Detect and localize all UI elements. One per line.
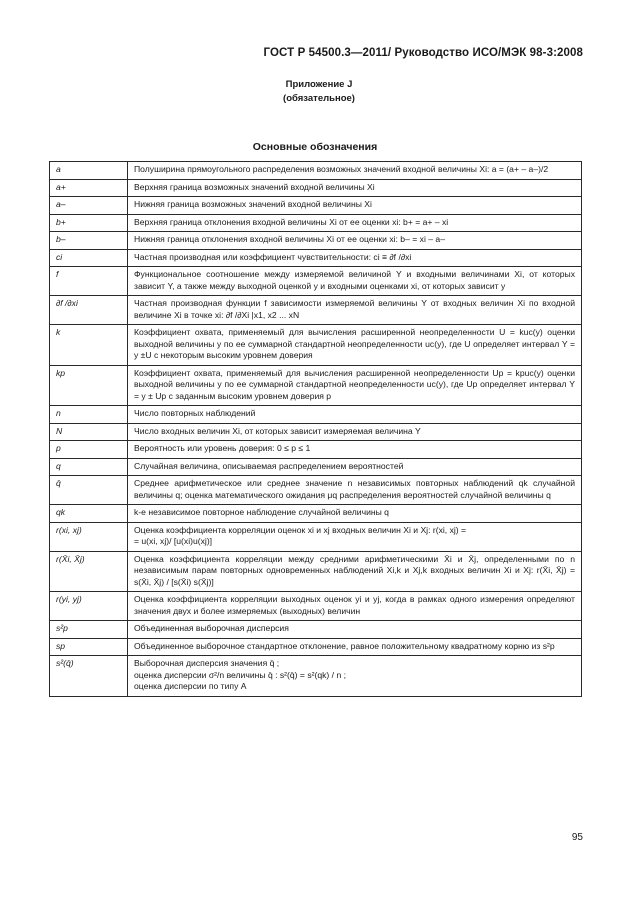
description-cell — [128, 505, 582, 523]
symbol-cell: qk — [50, 505, 128, 523]
table-row — [50, 179, 582, 197]
description-line: Число входных величин Xi, от которых зависит измеряемая величина Y — [134, 425, 421, 436]
description-line: Оценка коэффициента корреляции выходных оценок yi и yj, когда в рамках одного измерения определяют значения двух и более измеряемых (выходных) величин — [134, 594, 575, 616]
description-line: Частная производная или коэффициент чувствительности: ci ≡ ∂f /∂xi — [134, 251, 412, 262]
appendix-status: (обязательное) — [283, 93, 355, 104]
description-line: Нижняя граница возможных значений входной величины Xi — [134, 199, 372, 209]
description-line: Функциональное соотношение между измеряемой величиной Y и входными величинами Xi, от которых зависит Y, а также между выходной оценкой y и входными оценками xi, от которых зависит y — [134, 269, 575, 291]
description-line: Коэффициент охвата, применяемый для вычисления расширенной неопределенности Up = kpuc(y) оценки выходной величины y по ее суммарной стандартной неопределенности uc(y), где Up определяет интервал Y = y ± Up с заданным высоким уровнем доверия p — [134, 367, 575, 401]
table-row — [50, 325, 582, 366]
table-row — [50, 592, 582, 621]
description-cell — [128, 458, 582, 476]
symbol-cell: r(yi, yj) — [50, 592, 128, 621]
description-line: Среднее арифметическое или среднее значение n независимых повторных наблюдений qk случайной величины q; оценка математического ожидания μq распределения вероятностей случайной величины q — [134, 478, 575, 500]
table-row — [50, 522, 582, 551]
appendix-label: Приложение J — [285, 79, 353, 90]
symbol-cell: ci — [50, 249, 128, 267]
symbol-cell: k — [50, 325, 128, 366]
table-row — [50, 458, 582, 476]
appendix-heading — [0, 78, 630, 106]
description-cell — [128, 522, 582, 551]
symbol-cell: q̄ — [50, 476, 128, 505]
description-cell — [128, 179, 582, 197]
description-line: k-е независимое повторное наблюдение случайной величины q — [134, 507, 389, 517]
table-row — [50, 551, 582, 592]
description-cell — [128, 365, 582, 406]
description-cell — [128, 476, 582, 505]
symbol-cell: r(X̄i, X̄j) — [50, 551, 128, 592]
table-row — [50, 267, 582, 296]
table-row — [50, 423, 582, 441]
page-number: 95 — [571, 832, 583, 843]
description-cell — [128, 638, 582, 656]
description-line: Оценка коэффициента корреляции между средними арифметическими X̄i и X̄j, определенными по n независимым парам повторных одновременных наблюдений Xi,k и Xj,k входных величин Xi и Xj: r(X̄i, X̄j) = s(X̄i, X̄j) / [s(X̄i) s(X̄j)] — [134, 553, 575, 587]
symbol-cell: b+ — [50, 214, 128, 232]
symbol-cell: s²p — [50, 621, 128, 639]
table-row — [50, 656, 582, 697]
description-line: Верхняя граница отклонения входной величины Xi от ее оценки xi: b+ = a+ – xi — [134, 216, 449, 227]
description-line: Верхняя граница возможных значений входной величины Xi — [134, 181, 375, 192]
symbol-cell: r(xi, xj) — [50, 522, 128, 551]
table-row — [50, 476, 582, 505]
description-cell — [128, 656, 582, 697]
description-cell — [128, 267, 582, 296]
description-line: Полуширина прямоугольного распределения возможных значений входной величины Xi: a = (a+ – a–)/2 — [134, 164, 549, 174]
description-line: Оценка коэффициента корреляции оценок xi и xj входных величин Xi и Xj: r(xi, xj) = — [134, 524, 467, 535]
description-line: Частная производная функции f зависимости измеряемой величины Y от входных величин Xi по входной величине Xi в точке xi: ∂f /∂Xi |x1, x2 ... xN — [134, 298, 575, 320]
description-line: Вероятность или уровень доверия: 0 ≤ p ≤ 1 — [134, 443, 311, 453]
description-cell — [128, 232, 582, 250]
table-row — [50, 365, 582, 406]
description-line: Коэффициент охвата, применяемый для вычисления расширенной неопределенности U = kuc(y) оценки выходной величины y по ее суммарной стандартной неопределенности uc(y), где U определяет интервал Y = y ±U с некоторым высоким уровнем доверия — [134, 327, 575, 360]
symbol-cell: N — [50, 423, 128, 441]
symbol-cell: a– — [50, 197, 128, 215]
document-header: ГОСТ Р 54500.3—2011/ Руководство ИСО/МЭК 98-3:2008 — [263, 47, 583, 59]
symbol-cell: a — [50, 162, 128, 180]
description-cell — [128, 214, 582, 232]
table-row — [50, 214, 582, 232]
description-line: Число повторных наблюдений — [134, 408, 256, 418]
description-line: Нижняя граница отклонения входной величины Xi от ее оценки xi: b– = xi – a– — [134, 234, 445, 244]
table-row — [50, 406, 582, 424]
table-row — [50, 441, 582, 459]
table-row — [50, 638, 582, 656]
symbol-cell: s²(q̄) — [50, 656, 128, 697]
table-row — [50, 162, 582, 180]
description-cell — [128, 162, 582, 180]
table-row — [50, 505, 582, 523]
description-cell — [128, 423, 582, 441]
symbol-cell: kp — [50, 365, 128, 406]
symbol-cell: a+ — [50, 179, 128, 197]
table-row — [50, 232, 582, 250]
description-cell — [128, 592, 582, 621]
description-cell — [128, 621, 582, 639]
description-cell — [128, 551, 582, 592]
symbol-cell: b– — [50, 232, 128, 250]
description-line: Выборочная дисперсия значения q̄ ; — [134, 658, 280, 668]
symbol-cell: q — [50, 458, 128, 476]
table-row — [50, 249, 582, 267]
description-cell — [128, 197, 582, 215]
symbol-cell: p — [50, 441, 128, 459]
table-row — [50, 621, 582, 639]
description-cell — [128, 406, 582, 424]
symbol-cell: ∂f /∂xi — [50, 296, 128, 325]
description-line: Объединенная выборочная дисперсия — [134, 623, 289, 633]
description-cell — [128, 249, 582, 267]
description-cell — [128, 325, 582, 366]
symbols-table — [49, 161, 582, 697]
symbol-cell: f — [50, 267, 128, 296]
symbol-cell: sp — [50, 638, 128, 656]
description-line: оценка дисперсии σ²/n величины q̄ : s²(q̄) = s²(qk) / n ; — [134, 669, 347, 680]
section-title: Основные обозначения — [252, 141, 378, 153]
table-row — [50, 197, 582, 215]
symbol-cell: n — [50, 406, 128, 424]
description-line: Объединенное выборочное стандартное отклонение, равное положительному квадратному корню из s²p — [134, 640, 555, 651]
description-line: = u(xi, xj)/ [u(xi)u(xj)] — [134, 536, 213, 546]
description-cell — [128, 441, 582, 459]
description-cell — [128, 296, 582, 325]
table-row — [50, 296, 582, 325]
description-line: оценка дисперсии по типу А — [134, 681, 247, 691]
description-line: Случайная величина, описываемая распределением вероятностей — [134, 460, 404, 471]
